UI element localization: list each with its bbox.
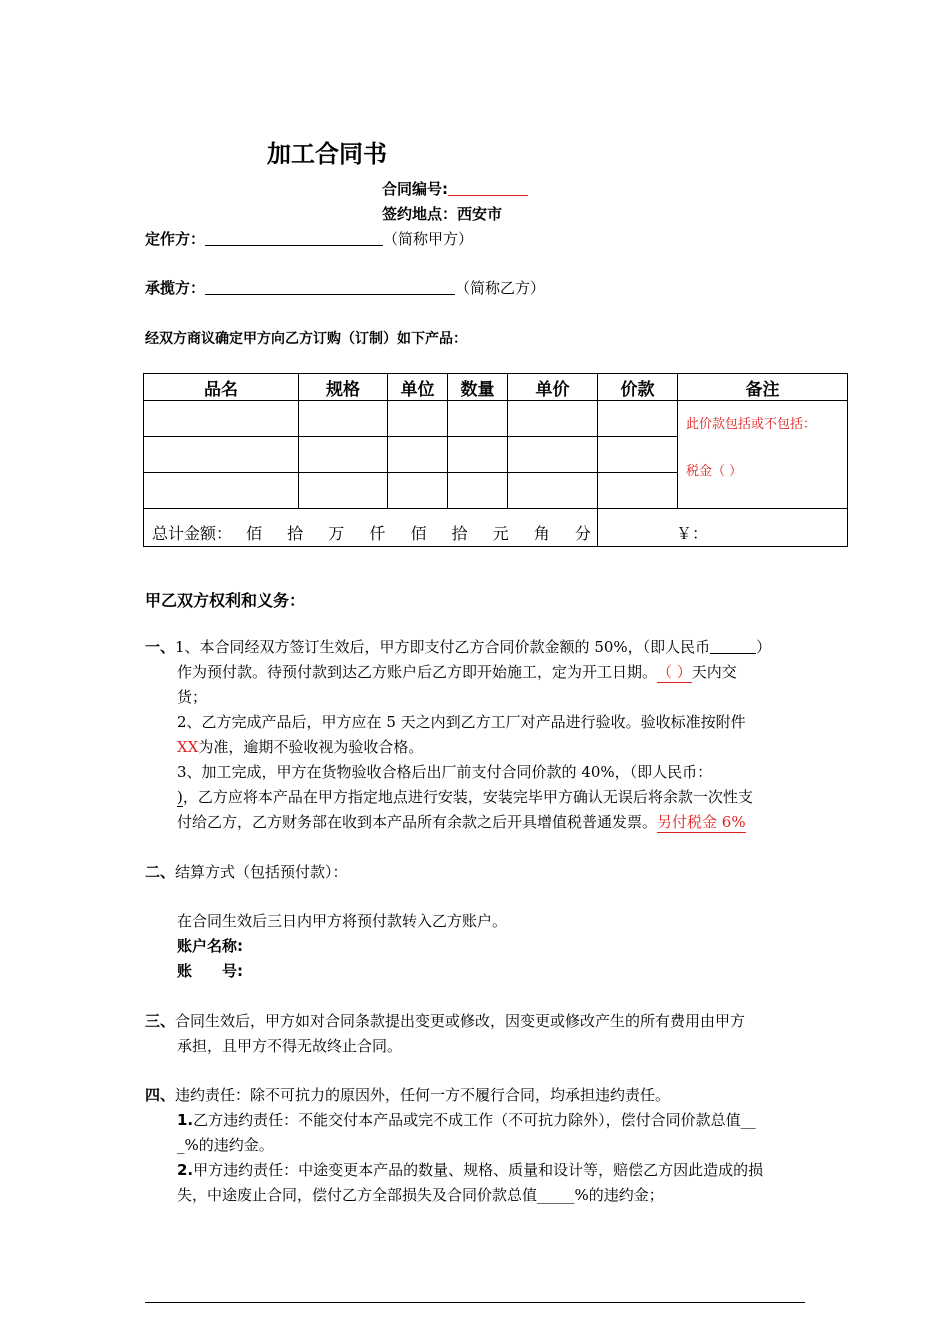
page-title: 加工合同书 <box>267 140 387 168</box>
section-1-p1-close: ） <box>756 638 772 656</box>
section-4-line-1 <box>145 1084 670 1105</box>
table-cell[interactable] <box>388 437 448 473</box>
section-1-p3-line-3 <box>177 811 746 833</box>
total-row <box>144 509 848 547</box>
section-2-text: 在合同生效后三日内甲方将预付款转入乙方账户。 <box>177 912 508 930</box>
delivery-days-blank: （ ） <box>657 663 692 681</box>
header-amount: 价款 <box>598 374 678 401</box>
table-cell[interactable] <box>598 437 678 473</box>
party-a-note: （简称甲方） <box>383 230 474 248</box>
section-1-line-1 <box>145 636 771 657</box>
total-label: 总计金额： <box>152 524 233 543</box>
table-cell[interactable] <box>448 473 508 509</box>
header-unit: 单位 <box>388 374 448 401</box>
section-4-p1-number: 1. <box>177 1111 194 1129</box>
header-product-name: 品名 <box>144 374 299 401</box>
section-1-p2-line-2 <box>177 736 423 757</box>
table-cell[interactable] <box>448 401 508 437</box>
section-1-p2-line-1: 2、乙方完成产品后，甲方应在 5 天之内到乙方工厂对产品进行验收。验收标准按附件 <box>177 713 746 731</box>
unit-ten-million: 拾 <box>287 524 304 543</box>
attachment-xx: XX <box>177 738 199 756</box>
contract-number-blank <box>448 181 528 196</box>
currency-cell: ￥： <box>598 509 848 547</box>
section-1-p1-delivery: 天内交 <box>691 663 737 681</box>
table-cell[interactable] <box>144 437 299 473</box>
product-table <box>143 373 848 547</box>
section-3-line-1 <box>145 1010 745 1031</box>
contract-number-label: 合同编号: <box>382 180 448 198</box>
section-1-p3-line-1: 3、加工完成，甲方在货物验收合格后出厂前支付合同价款的 40%，（即人民币： <box>177 763 713 781</box>
table-cell[interactable] <box>388 473 448 509</box>
table-cell[interactable] <box>144 473 299 509</box>
unit-hundred: 佰 <box>410 524 427 543</box>
unit-fen: 分 <box>574 524 591 543</box>
section-4-p2-text: 甲方违约责任：中途变更本产品的数量、规格、质量和设计等，赔偿乙方因此造成的损 <box>193 1161 764 1179</box>
section-1-p1-text: 1、本合同经双方签订生效后，甲方即支付乙方合同价款金额的 50%，（即人民币 <box>175 638 711 656</box>
section-4-p1-text: 乙方违约责任：不能交付本产品或完不成工作（不可抗力除外），偿付合同价款总值__ <box>193 1111 756 1129</box>
unit-hundred-million: 佰 <box>246 524 263 543</box>
intro-text: 经双方商议确定甲方向乙方订购（订制）如下产品： <box>145 331 467 347</box>
table-cell[interactable] <box>598 401 678 437</box>
party-b <box>145 277 545 298</box>
table-header-row <box>144 374 848 401</box>
unit-yuan: 元 <box>492 524 509 543</box>
section-1-p3-cont: ，乙方应将本产品在甲方指定地点进行安装，安装完毕甲方确认无误后将余款一次性支 <box>182 788 753 806</box>
remark-line-1: 此价款包括或不包括： <box>686 417 817 432</box>
unit-ten-thousand: 万 <box>328 524 345 543</box>
unit-thousand: 仟 <box>369 524 386 543</box>
table-cell[interactable] <box>598 473 678 509</box>
unit-ten: 拾 <box>451 524 468 543</box>
header-quantity: 数量 <box>448 374 508 401</box>
header-unit-price: 单价 <box>508 374 598 401</box>
section-3-text: 合同生效后，甲方如对合同条款提出变更或修改，因变更或修改产生的所有费用由甲方 <box>175 1012 746 1030</box>
section-4-p1-line-2: _%的违约金。 <box>177 1136 274 1154</box>
table-cell[interactable] <box>299 473 388 509</box>
total-amount-cell <box>144 509 598 547</box>
header-spec: 规格 <box>299 374 388 401</box>
tax-note: 另付税金 6% <box>657 813 746 831</box>
section-4-p2-number: 2. <box>177 1161 194 1179</box>
section-3-line-2: 承担，且甲方不得无故终止合同。 <box>177 1037 403 1055</box>
party-b-blank <box>205 280 455 295</box>
sign-place-value: 西安市 <box>457 205 503 223</box>
section-1-number: 一、 <box>145 638 176 656</box>
party-b-label: 承揽方： <box>145 279 206 297</box>
header-remarks: 备注 <box>678 374 848 401</box>
party-a-blank <box>205 231 383 246</box>
section-1-line-3: 货； <box>177 688 208 706</box>
party-a-label: 定作方： <box>145 230 206 248</box>
table-cell[interactable] <box>144 401 299 437</box>
section-1-p3-line-2 <box>177 786 753 807</box>
section-1-p2-cont: 为准，逾期不验收视为验收合格。 <box>198 738 424 756</box>
account-number-label: 账 号: <box>177 962 243 980</box>
section-4-p1-line-1 <box>177 1109 756 1130</box>
account-name-label: 账户名称: <box>177 937 243 955</box>
section-3-number: 三、 <box>145 1012 176 1030</box>
remark-line-2: 税金（ ） <box>686 464 743 479</box>
rights-title: 甲乙双方权利和义务： <box>145 591 306 610</box>
table-cell[interactable] <box>508 437 598 473</box>
remarks-cell <box>678 401 848 509</box>
section-2-title-text: 结算方式（包括预付款）： <box>175 863 348 881</box>
table-row <box>144 401 848 437</box>
section-2-title <box>145 861 348 882</box>
table-cell[interactable] <box>388 401 448 437</box>
rmb-blank <box>710 639 756 654</box>
section-1-p1-cont: 作为预付款。待预付款到达乙方账户后乙方即开始施工，定为开工日期。 <box>177 663 658 681</box>
table-cell[interactable] <box>448 437 508 473</box>
section-4-p2-line-2: 失，中途废止合同，偿付乙方全部损失及合同价款总值_____%的违约金； <box>177 1186 664 1204</box>
section-1-p3-end: 付给乙方，乙方财务部在收到本产品所有余款之后开具增值税普通发票。 <box>177 813 658 831</box>
section-4-p2-line-1 <box>177 1159 763 1180</box>
section-4-number: 四、 <box>145 1086 176 1104</box>
table-cell[interactable] <box>508 473 598 509</box>
section-4-text: 违约责任：除不可抗力的原因外，任何一方不履行合同，均承担违约责任。 <box>175 1086 671 1104</box>
sign-place-label: 签约地点： <box>382 205 458 223</box>
table-cell[interactable] <box>299 401 388 437</box>
unit-jiao: 角 <box>533 524 550 543</box>
contract-number <box>382 178 528 199</box>
table-cell[interactable] <box>299 437 388 473</box>
table-cell[interactable] <box>508 401 598 437</box>
party-a <box>145 228 473 249</box>
section-1-line-2 <box>177 661 737 683</box>
section-2-number: 二、 <box>145 863 176 881</box>
footer-divider <box>145 1302 805 1303</box>
sign-place <box>382 203 502 224</box>
party-b-note: （简称乙方） <box>455 279 546 297</box>
rmb-close-paren: ) <box>177 788 183 806</box>
